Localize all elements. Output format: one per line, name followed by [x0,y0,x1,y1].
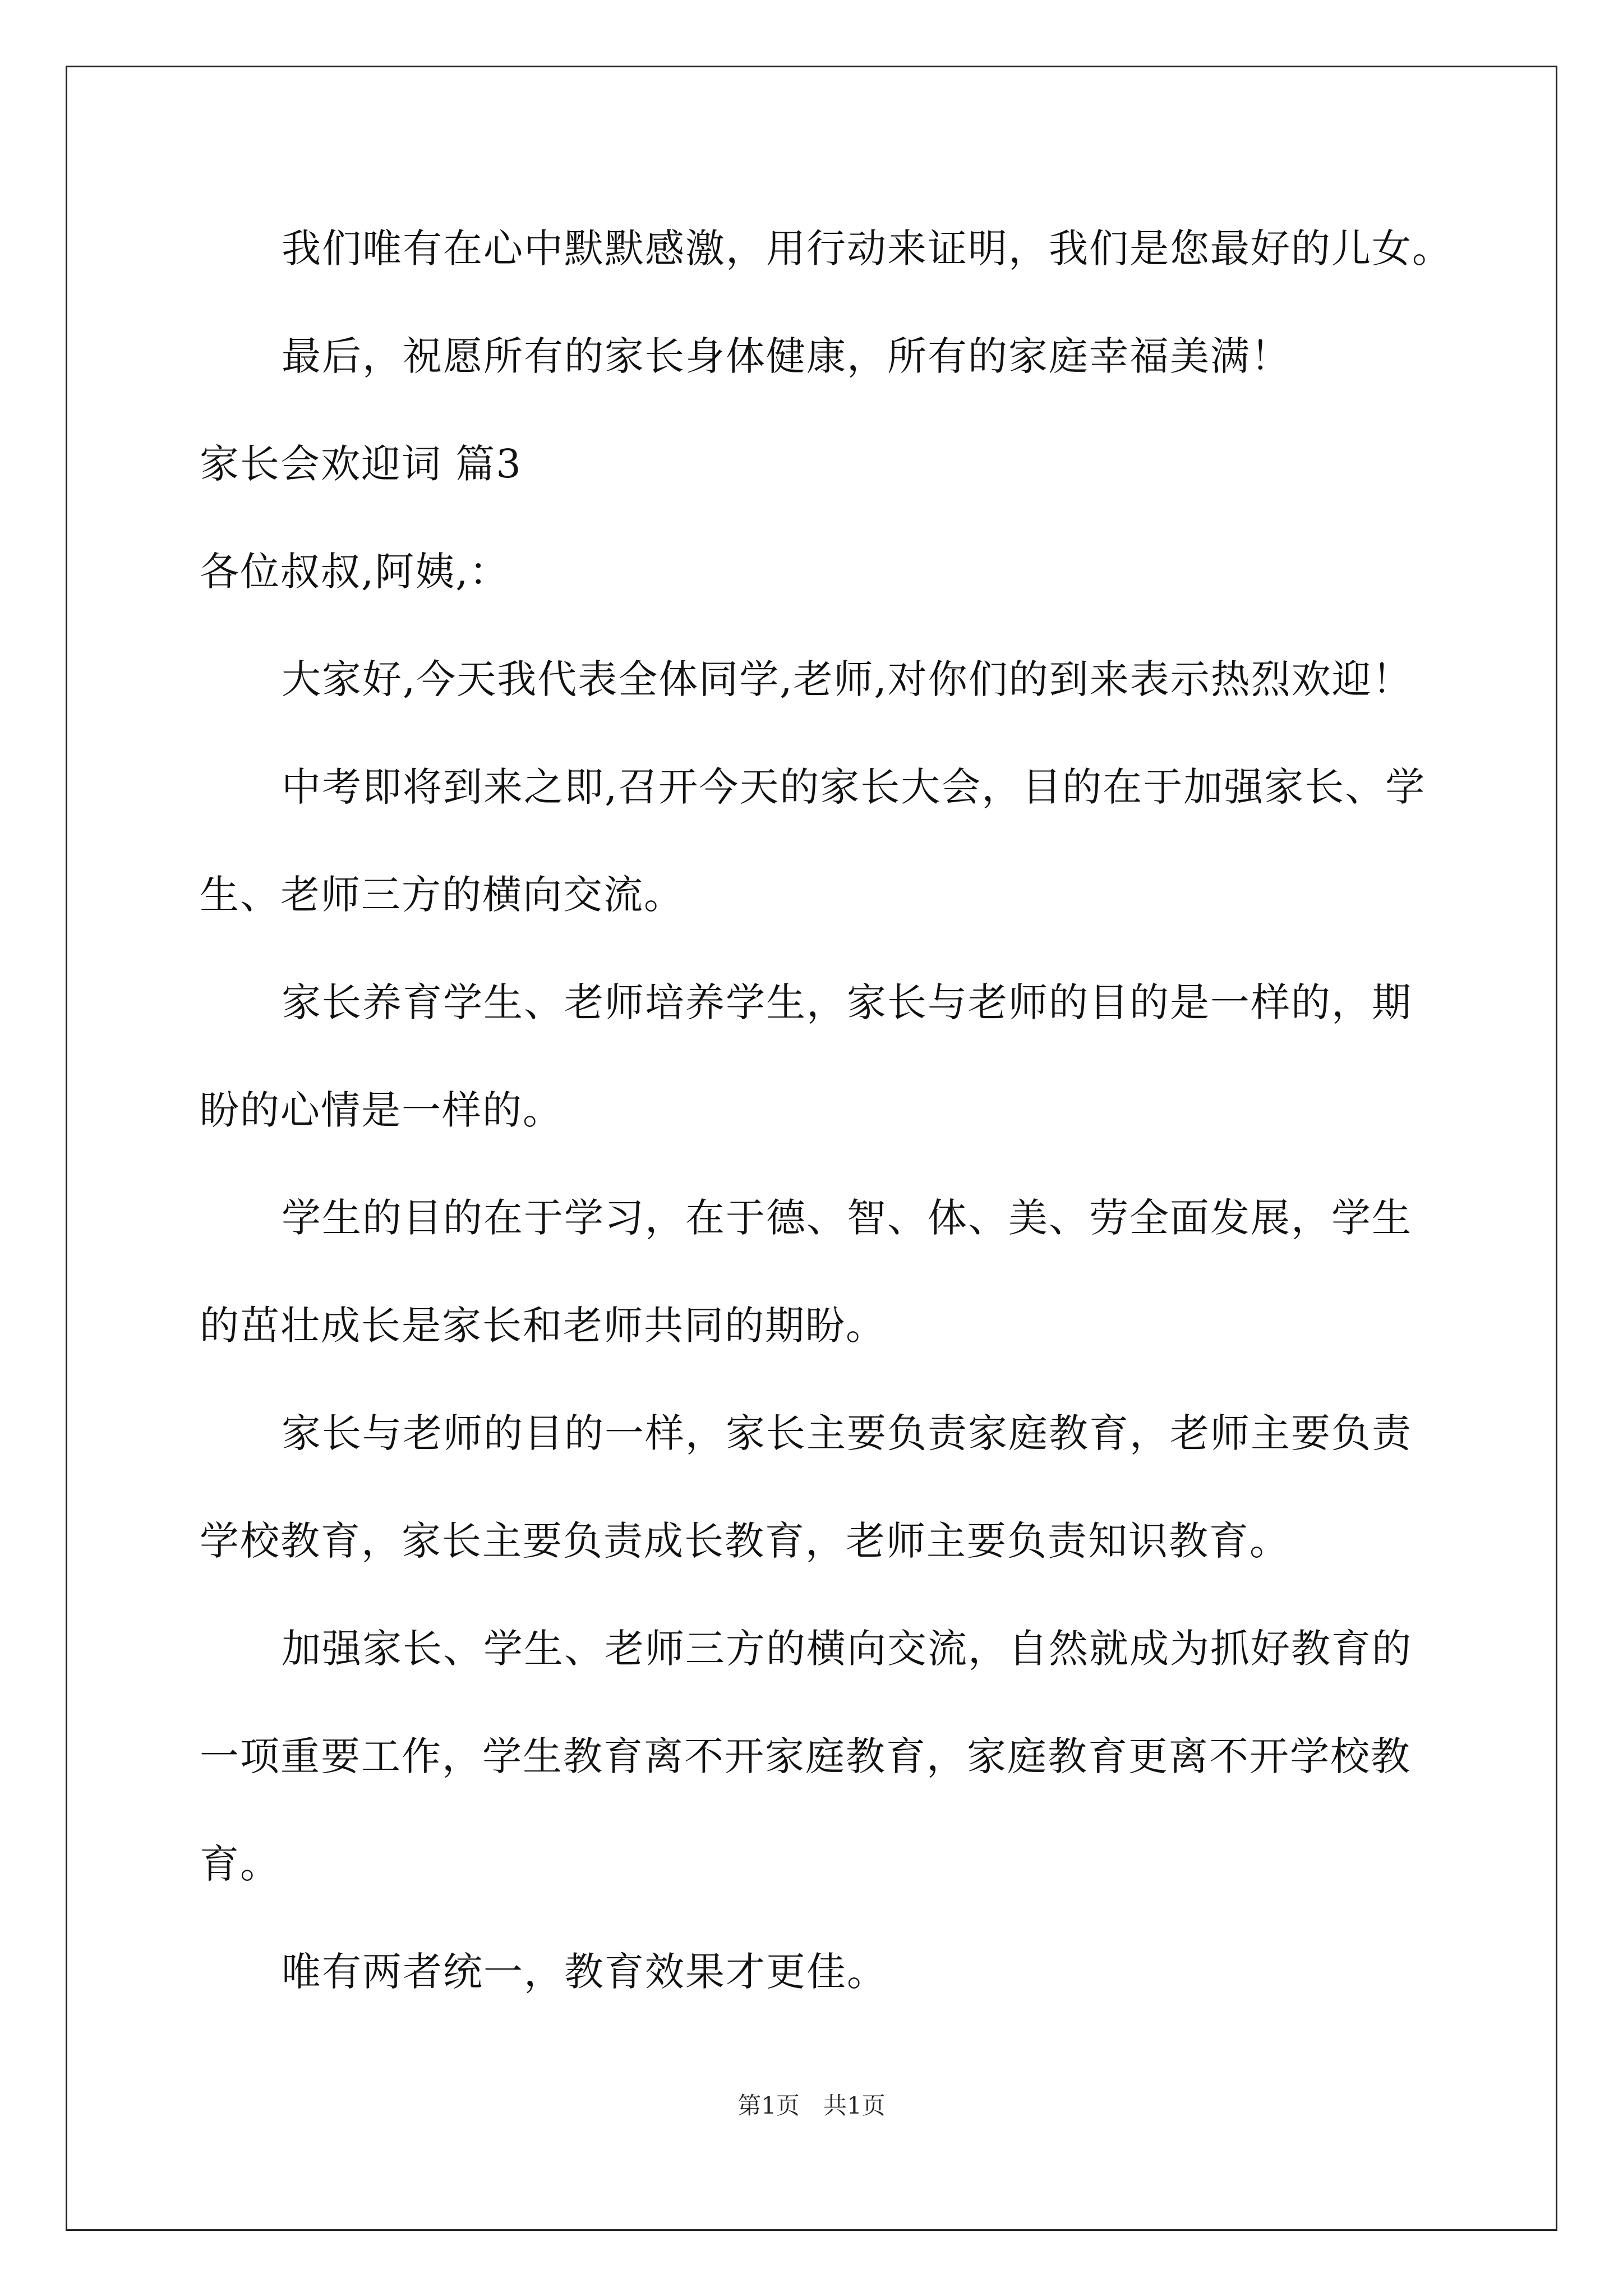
paragraph-line: 学生的目的在于学习，在于德、智、体、美、劳全面发展，学生 [282,1195,1412,1241]
salutation: 各位叔叔,阿姨,： [200,549,510,595]
paragraph-line: 一项重要工作，学生教育离不开家庭教育，家庭教育更离不开学校教 [200,1733,1411,1779]
paragraph-line: 唯有两者统一，教育效果才更佳。 [282,1949,887,1995]
page-border [66,66,1557,2231]
paragraph-line: 学校教育，家长主要负责成长教育，老师主要负责知识教育。 [200,1518,1290,1564]
paragraph-line: 生、老师三方的横向交流。 [200,872,684,918]
paragraph-line: 中考即将到来之即,召开今天的家长大会，目的在于加强家长、学 [282,764,1426,810]
paragraph-line: 加强家长、学生、老师三方的横向交流，自然就成为抓好教育的 [282,1626,1412,1672]
page-footer: 第1页 共1页 [737,2092,886,2119]
paragraph-line: 家长与老师的目的一样，家长主要负责家庭教育，老师主要负责 [282,1410,1412,1456]
paragraph-line: 最后，祝愿所有的家长身体健康，所有的家庭幸福美满！ [282,333,1291,379]
paragraph-line: 大家好,今天我代表全体同学,老师,对你们的到来表示热烈欢迎！ [282,656,1413,702]
paragraph-line: 育。 [200,1841,280,1887]
paragraph-line: 的茁壮成长是家长和老师共同的期盼。 [200,1303,886,1349]
paragraph-line: 家长养育学生、老师培养学生，家长与老师的目的是一样的，期 [282,979,1412,1025]
paragraph-line: 盼的心情是一样的。 [200,1087,563,1133]
paragraph-line: 我们唯有在心中默默感激，用行动来证明，我们是您最好的儿女。 [282,226,1453,272]
section-heading: 家长会欢迎词 篇3 [200,441,522,487]
